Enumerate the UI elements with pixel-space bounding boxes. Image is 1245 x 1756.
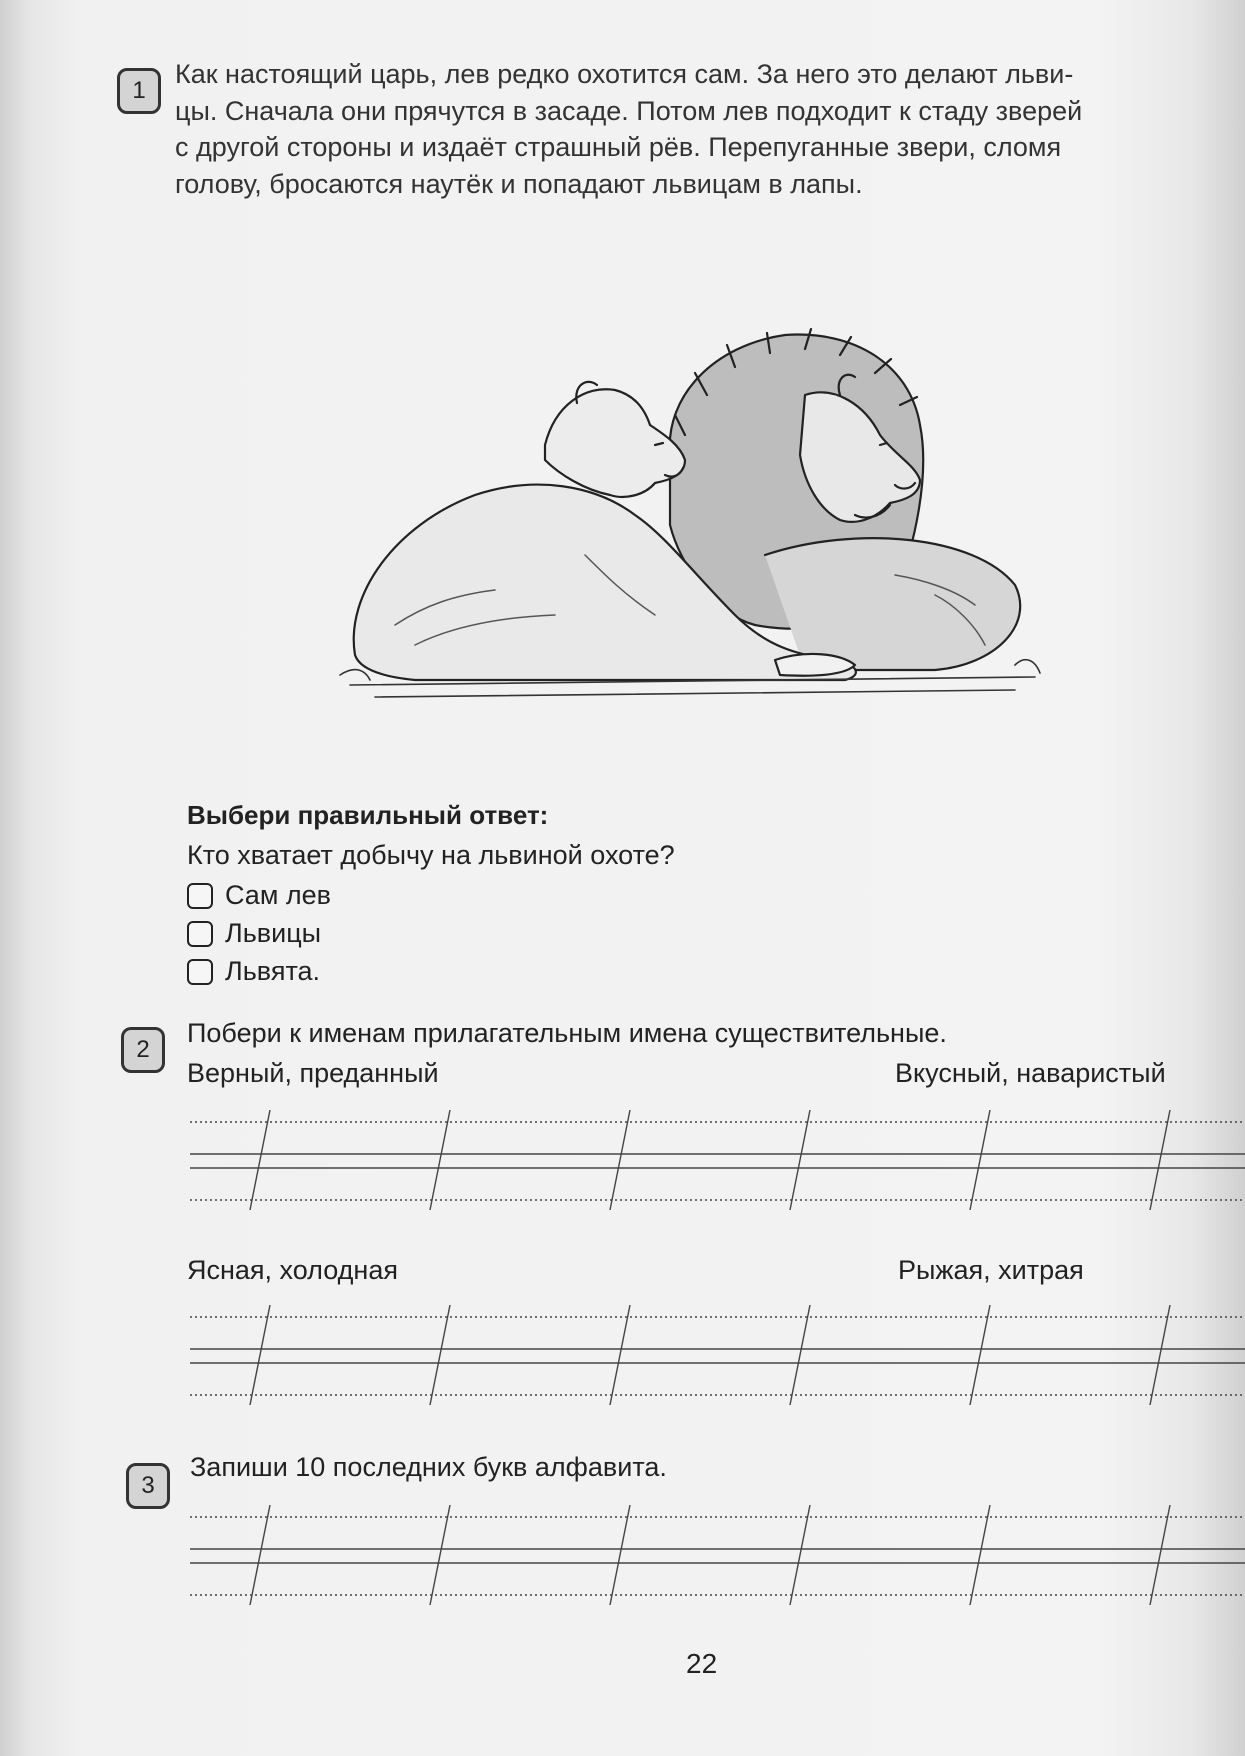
task-2-instruction: Побери к именам прилагательным имена существительные. [187, 1018, 947, 1048]
text-line: голову, бросаются наутёк и попадают львицам в лапы. [175, 168, 863, 199]
lions-illustration [335, 325, 1100, 725]
task-3-instruction: Запиши 10 последних букв алфавита. [190, 1452, 667, 1482]
text-line: цы. Сначала они прячутся в засаде. Потом лев подходит к стаду зверей [175, 95, 1083, 126]
task-1-number: 1 [117, 68, 161, 114]
checkbox-icon[interactable] [187, 883, 213, 909]
adjective-pair: Рыжая, хитрая [898, 1255, 1084, 1285]
answer-option[interactable] [187, 918, 321, 949]
option-label: Львицы [225, 918, 322, 948]
option-label: Львята. [225, 956, 321, 986]
option-label: Сам лев [225, 880, 331, 910]
answer-option[interactable] [187, 956, 320, 987]
adjective-pair: Верный, преданный [187, 1058, 439, 1088]
writing-lines[interactable] [190, 1305, 1245, 1405]
text-line: Как настоящий царь, лев редко охотится сам. За него это делают льви- [175, 59, 1074, 89]
task-1-text [175, 56, 1235, 202]
task-3-number: 3 [126, 1463, 170, 1509]
question-text: Кто хватает добычу на львиной охоте? [187, 840, 675, 870]
adjective-pair: Вкусный, наваристый [895, 1058, 1166, 1088]
writing-lines[interactable] [190, 1110, 1245, 1210]
page-number: 22 [686, 1648, 718, 1679]
question-heading: Выбери правильный ответ: [187, 800, 549, 830]
checkbox-icon[interactable] [187, 959, 213, 985]
task-2-number: 2 [121, 1027, 165, 1073]
checkbox-icon[interactable] [187, 921, 213, 947]
text-line: с другой стороны и издаёт страшный рёв. Перепуганные звери, сломя [175, 132, 1062, 162]
writing-lines[interactable] [190, 1505, 1245, 1605]
answer-option[interactable] [187, 880, 331, 911]
adjective-pair: Ясная, холодная [187, 1255, 398, 1285]
